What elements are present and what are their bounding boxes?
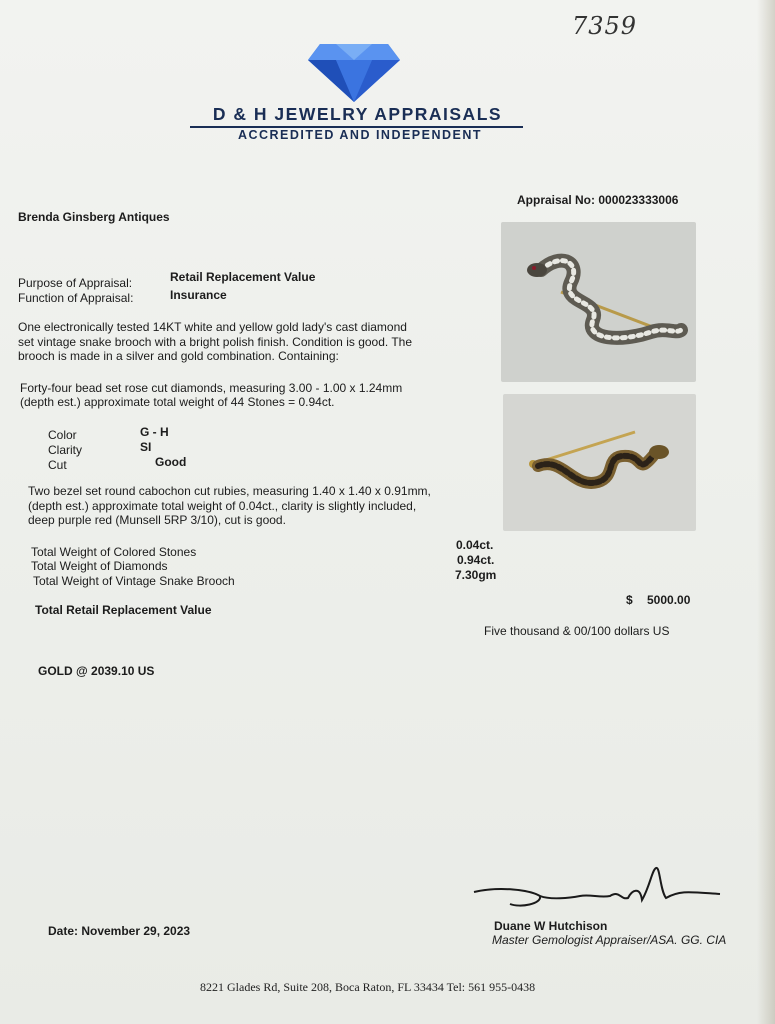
rubies-line: (depth est.) approximate total weight of 0.04ct., clarity is slightly included, <box>28 499 417 513</box>
footer-address: 8221 Glades Rd, Suite 208, Boca Raton, FL 33434 Tel: 561 955-0438 <box>200 980 536 994</box>
grade-value-clarity: SI <box>140 440 152 454</box>
appraisal-date: Date: November 29, 2023 <box>48 924 191 938</box>
total-label-colored: Total Weight of Colored Stones <box>31 545 197 559</box>
appraisal-number: Appraisal No: 000023333006 <box>517 193 679 207</box>
description-line: One electronically tested 14KT white and yellow gold lady's cast diamond <box>18 320 407 334</box>
purpose-value: Retail Replacement Value <box>170 270 316 284</box>
diamonds-line: (depth est.) approximate total weight of 44 Stones = 0.94ct. <box>20 395 335 409</box>
function-value: Insurance <box>170 288 227 302</box>
grade-label-clarity: Clarity <box>48 443 83 457</box>
appraiser-name: Duane W Hutchison <box>494 919 608 933</box>
rubies-line: Two bezel set round cabochon cut rubies, measuring 1.40 x 1.40 x 0.91mm, <box>28 484 431 498</box>
purpose-label: Purpose of Appraisal: <box>18 276 133 290</box>
diamond-logo-icon <box>306 40 402 104</box>
grade-value-cut: Good <box>155 455 187 469</box>
rubies-line: deep purple red (Munsell 5RP 3/10), cut is good. <box>28 513 286 527</box>
replacement-words: Five thousand & 00/100 dollars US <box>484 624 670 638</box>
brooch-back-image <box>503 394 696 531</box>
total-value-brooch: 7.30gm <box>455 568 497 582</box>
description-line: brooch is made in a silver and gold combination. Containing: <box>18 349 339 363</box>
company-tagline: ACCREDITED AND INDEPENDENT <box>237 128 483 142</box>
total-label-diamonds: Total Weight of Diamonds <box>31 559 168 573</box>
signature <box>470 860 730 920</box>
function-label: Function of Appraisal: <box>18 291 134 305</box>
company-name: D & H JEWELRY APPRAISALS <box>212 104 503 124</box>
client-name: Brenda Ginsberg Antiques <box>18 210 170 224</box>
paper-shadow <box>757 0 775 1024</box>
total-value-diamonds: 0.94ct. <box>457 553 495 567</box>
brooch-front-image <box>501 222 696 382</box>
handwritten-number: 7359 <box>572 12 638 40</box>
diamonds-line: Forty-four bead set rose cut diamonds, measuring 3.00 - 1.00 x 1.24mm <box>20 381 403 395</box>
grade-label-cut: Cut <box>48 458 67 472</box>
brooch-photo-front <box>501 222 696 382</box>
appraiser-title: Master Gemologist Appraiser/ASA. GG. CIA <box>492 933 727 947</box>
grade-value-color: G - H <box>140 425 169 439</box>
total-value-colored: 0.04ct. <box>456 538 494 552</box>
total-label-brooch: Total Weight of Vintage Snake Brooch <box>33 574 235 588</box>
gold-price: GOLD @ 2039.10 US <box>38 664 155 678</box>
description-line: set vintage snake brooch with a bright polish finish. Condition is good. The <box>18 335 413 349</box>
grade-label-color: Color <box>48 428 77 442</box>
replacement-currency: $ <box>626 593 633 607</box>
replacement-label: Total Retail Replacement Value <box>35 603 212 617</box>
replacement-amount: 5000.00 <box>647 593 691 607</box>
brooch-photo-back <box>503 394 696 531</box>
